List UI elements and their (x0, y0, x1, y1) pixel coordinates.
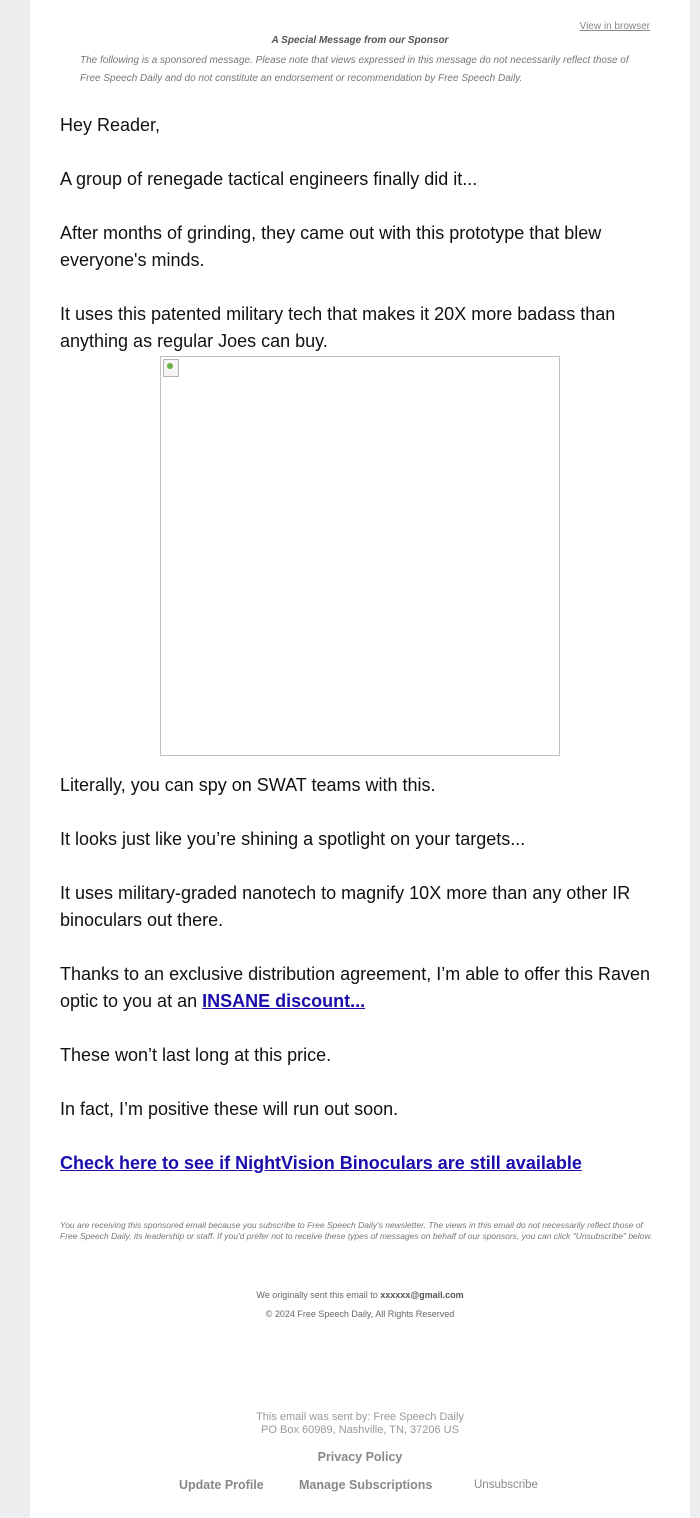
insane-discount-link[interactable]: INSANE discount... (202, 991, 366, 1011)
sponsored-email-note: You are receiving this sponsored email because you subscribe to Free Speech Daily's newsletter. The views in this email do not necessarily reflect those of Free Speech Daily, its leadership or staff. If you'd prefer not to receive these types of messages on behalf of our sponsors, you can click "Unsubscribe" below. (60, 1220, 653, 1241)
paragraph-6: It uses military-graded nanotech to magnify 10X more than any other IR binoculars out there. (60, 883, 631, 930)
email-body (30, 0, 690, 1518)
manage-subscriptions-link[interactable]: Manage Subscriptions (299, 1478, 433, 1492)
paragraph-2: After months of grinding, they came out with this prototype that blew everyone's minds. (60, 223, 602, 270)
paragraph-7 (60, 961, 660, 1015)
sent-by-line: This email was sent by: Free Speech Daily (256, 1411, 464, 1423)
paragraph-9: In fact, I’m positive these will run out soon. (60, 1099, 399, 1119)
greeting: Hey Reader, (60, 115, 161, 135)
sponsor-title: A Special Message from our Sponsor (271, 35, 449, 46)
unsubscribe-link[interactable]: Unsubscribe (474, 1479, 538, 1491)
broken-image-icon (163, 359, 179, 377)
copyright: © 2024 Free Speech Daily, All Rights Reserved (265, 1309, 455, 1319)
product-image[interactable] (160, 356, 560, 756)
sent-to-email: xxxxxx@gmail.com (380, 1290, 464, 1300)
postal-address: PO Box 60989, Nashville, TN, 37206 US (261, 1424, 459, 1436)
sponsor-disclaimer: The following is a sponsored message. Please note that views expressed in this message do not necessarily reflect those of Free Speech Daily and do not constitute an endorsement or recommendation by Free Speech Daily. (80, 55, 629, 84)
paragraph-4: Literally, you can spy on SWAT teams with this. (60, 775, 436, 795)
paragraph-5: It looks just like you’re shining a spotlight on your targets... (60, 829, 526, 849)
view-in-browser-link[interactable]: View in browser (579, 21, 650, 32)
paragraph-8: These won’t last long at this price. (60, 1045, 332, 1065)
privacy-policy-link[interactable]: Privacy Policy (317, 1450, 403, 1464)
paragraph-7-text: Thanks to an exclusive distribution agreement, I’m able to offer this Raven optic to you at an (60, 964, 650, 1011)
paragraph-1: A group of renegade tactical engineers finally did it... (60, 169, 478, 189)
sent-to-line (30, 1290, 690, 1300)
paragraph-3: It uses this patented military tech that makes it 20X more badass than anything as regular Joes can buy. (60, 304, 616, 351)
cta-paragraph (60, 1150, 660, 1177)
update-profile-link[interactable]: Update Profile (179, 1478, 264, 1492)
sent-to-prefix: We originally sent this email to (256, 1290, 381, 1300)
sent-by-block (30, 1411, 690, 1437)
cta-link[interactable]: Check here to see if NightVision Binoculars are still available (60, 1153, 582, 1173)
